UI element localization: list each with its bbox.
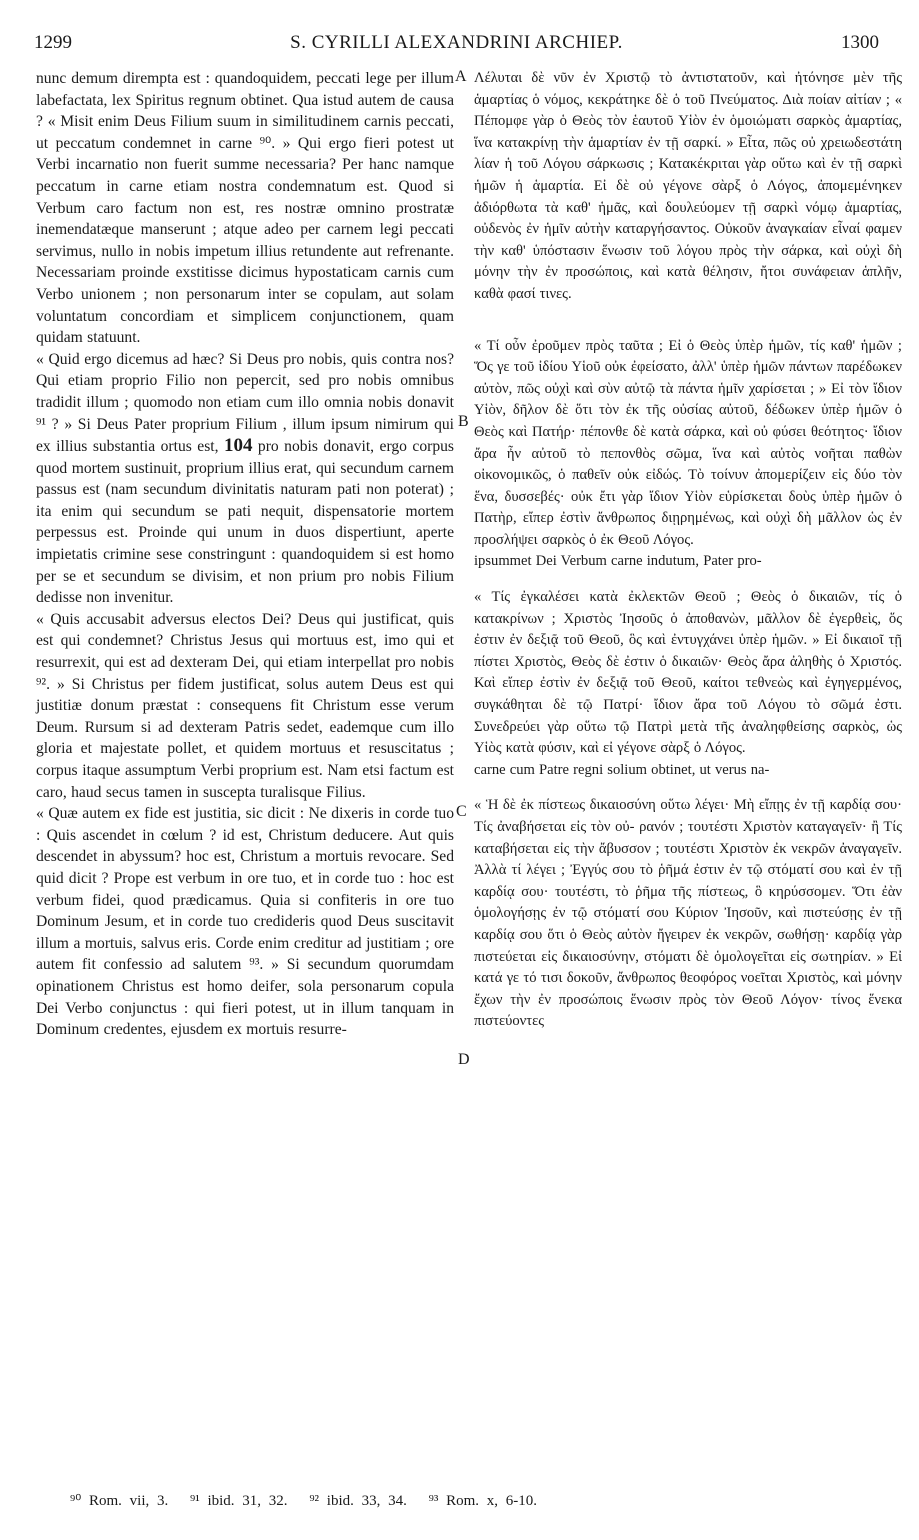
section-marker-a: A xyxy=(455,68,467,85)
latin-paragraph-1: nunc demum dirempta est : quandoquidem, peccati lege per illum labefactata, lex Spiritus regnum obtinet. Qua istud autem de causa ? « Misit enim Deus Filium suum in similitudinem carnis peccati, ut peccatum condemnet in carne ⁹⁰. » Qui ergo fieri potest ut Verbi incarnatio non fuerit summe necessaria? Per hanc namque peccatum in carne etiam nostra condemnatum est. Quod si Verbum caro factum non est, res nostræ omnino prostratæ inemendatæque manserunt ; atque adeo per carnem legi peccati servimus, nullo in nobis impetum illius retundente aut refrenante. Necessariam proinde exstitisse dicimus hypostaticam carnis cum Verbo unionem ; non personarum inter se copulam, aut solam voluntatum concordiam et simplicem conjunctionem, quam quidam statuunt. xyxy=(36,70,454,347)
latin-paragraph-2-start: « Quid ergo dicemus ad hæc? Si Deus pro nobis, quis contra nos? Qui etiam proprio Filio non pepercit, sed pro nobis omnibus tradidit illum ; quomodo non etiam cum illo omnia nobis donavit ⁹¹ ? » Si Deus Pater proprium Filium , illum ipsum nimirum qui ex illius substantia ortus est, xyxy=(36,350,454,456)
greek-paragraph-4-end: ρανόν ; τουτέστι Χριστὸν καταγαγεῖν· ἢ Τίς καταβήσεται εἰς τὴν ἄβυσσον ; τουτέστι Χριστὸν ἐκ νεκρῶν ἀναγαγεῖν. Ἀλλὰ τί λέγει ; Ἐγγύς σου τὸ ῥῆμά ἐστιν ἐν τῷ στόματί σου καὶ ἐν τῇ καρδίᾳ σου· τουτέστι, τὸ ῥῆμα τῆς πίστεως, ὃ κηρύσσομεν. Ὅτι ἐὰν ὁμολογήσῃς ἐν τῷ στόματί σου Κύριον Ἰησοῦν, καὶ πιστεύσῃς ἐν τῇ καρδίᾳ σου ὅτι ὁ Θεὸς αὐτὸν ἤγειρεν ἐκ νεκρῶν, σωθήσῃ· καρδίᾳ γὰρ πιστεύεται εἰς δικαιοσύνην, στόματι δὲ ὁμολογεῖται εἰς σωτηρίαν. » Εἰ κατά γε τό τισι δοκοῦν, ἄνθρωπος θεοφόρος νοεῖται Χριστὸς, καὶ μόνην ἔχων τὴν ἐν προσώποις ἕνωσιν πρὸς τὸν Θεοῦ Λόγον· τίνος ἕνεκα πιστεύοντες xyxy=(474,819,902,1030)
page-number-left: 1299 xyxy=(34,32,72,53)
footnote-91: ⁹¹ ibid. 31, 32. xyxy=(190,1493,288,1509)
margin-number: 104 xyxy=(223,435,253,457)
latin-continuation-1: ipsummet Dei Verbum carne indutum, Pater pro- xyxy=(474,553,762,570)
latin-column xyxy=(36,68,454,1041)
running-title: S. CYRILLI ALEXANDRINI ARCHIEP. xyxy=(290,32,623,53)
section-marker-d: D xyxy=(458,1051,470,1068)
greek-paragraph-4 xyxy=(474,795,902,1033)
greek-paragraph-4-start: « Ἡ δὲ ἐκ πίστεως δικαιοσύνη οὕτω λέγει· Μὴ εἴπῃς ἐν τῇ καρδίᾳ σου· Τίς ἀναβήσεται εἰς τὸν οὐ- xyxy=(474,797,902,835)
section-marker-c: C xyxy=(456,803,467,820)
page-header xyxy=(34,32,879,58)
footnote-92: ⁹² ibid. 33, 34. xyxy=(309,1493,407,1509)
latin-continuation-2: carne cum Patre regni solium obtinet, ut verus na- xyxy=(474,761,770,778)
latin-paragraph-2-end: pro nobis donavit, ergo corpus quod mortem sustinuit, proprium illius erat, qui secundum carnem passus est (nam secundum divinitatis naturam pati non poterat) ; ita enim qui secundum se pati nequit, dispensatorie mortem perpessus est. Proinde qui unum in duos dispertiunt, aperte impietatis crimine sese constringunt : quandoquidem si est homo per se et secundum se divisim, et non prium pro nobis Filium dedisse non invenitur. xyxy=(36,438,454,607)
greek-paragraph-2: « Τί οὖν ἐροῦμεν πρὸς ταῦτα ; Εἰ ὁ Θεὸς ὑπὲρ ἡμῶν, τίς καθ' ἡμῶν ; Ὅς γε τοῦ ἰδίου Υἱοῦ οὐκ ἐφείσατο, ἀλλ' ὑπὲρ ἡμῶν πάντων παρέδωκεν αὐτὸν, πῶς οὐχὶ καὶ σὺν αὐτῷ τὰ πάντα ἡμῖν χαρίσεται ; » Εἰ τὸν ἴδιον Υἱὸν, δῆλον δὲ ὅτι τὸν ἐκ τῆς οὐσίας αὐτοῦ, δέδωκεν ὑπὲρ ἡμῶν ὁ Θεὸς καὶ Πατήρ· πέπονθε δὲ κατὰ σάρκα, καὶ οὐ φύσει θεότητος· ἴδιον ἄρα ἦν αὐτοῦ τὸ πεπονθὸς σῶμα, ἵνα καὶ αὐτὸς νοῆται παθὼν οἰκονομικῶς, ὁ παθεῖν οὐκ εἰδώς. Τὸ τοίνυν ἀπομερίζειν εἰς δύο τὸν ἕνα, δυσσεβές· οὐκ ἔτι γὰρ ἴδιον Υἱὸν εὑρίσκεται δοὺς ὑπὲρ ἡμῶν ὁ Πατὴρ, εἴπερ ἐστὶν ἄνθρωπος διῃρημένως, καὶ οὐχὶ δὴ μᾶλλον ὡς ἐν προσλήψει σαρκὸς ὁ ἐκ Θεοῦ Λόγος. xyxy=(474,337,902,548)
page-number-right: 1300 xyxy=(841,32,879,53)
latin-paragraph-4: « Quæ autem ex fide est justitia, sic dicit : Ne dixeris in corde tuo : Quis ascendet in cœlum ? id est, Christum deducere. Aut quis descendet in abyssum? hoc est, Christum a mortuis revocare. Sed quid dicit ? Prope est verbum in ore tuo, et in corde tuo : hoc est verbum fidei, quod prædicamus. Quia si confiteris in ore tuo Dominum Jesum, et in corde tuo credideris quod Deus suscitavit illum a mortuis, salvus eris. Corde enim creditur ad justitiam ; ore autem fit confessio ad salutem ⁹³. » Si secundum quorumdam opinationem Christus est homo deifer, sola personarum copula Dei Verbo conjunctus : qui fieri potest, ut in illum tanquam in Dominum credentes, ejusdem ex mortuis resurre- xyxy=(36,805,454,1039)
section-marker-b: B xyxy=(458,413,469,430)
footnote-90: ⁹⁰ Rom. vii, 3. xyxy=(70,1493,169,1509)
footnote-93: ⁹³ Rom. x, 6-10. xyxy=(428,1493,538,1509)
greek-paragraph-3: « Τίς ἐγκαλέσει κατὰ ἐκλεκτῶν Θεοῦ ; Θεὸς ὁ δικαιῶν, τίς ὁ κατακρίνων ; Χριστὸς Ἰησοῦς ὁ ἀποθανὼν, μᾶλλον δὲ ἐγερθεὶς, ὅς ἐστιν ἐν δεξιᾷ τοῦ Θεοῦ, ὃς καὶ ἐντυγχάνει ὑπὲρ ἡμῶν. » Εἰ δικαιοῖ τῇ πίστει Χριστὸς, Θεὸς δὲ ἐστιν ὁ δικαιῶν· Θεὸς ἄρα ἀληθὴς ὁ Χριστός. Καὶ εἴπερ ἐστὶν ἐν δεξιᾷ τοῦ Θεοῦ, καίτοι τεθνεὼς καὶ ἐγηγερμένος, συγκάθηται δὲ τῷ Πατρί· ἴδιον ἄρα τοῦ Λόγου τὸ σῶμά ἐστι. Συνεδρεύει γὰρ οὕτω τῷ Πατρὶ μετὰ τῆς ἀναληφθείσης σαρκὸς, ὡς Υἱὸς κατὰ φύσιν, καὶ εἰ γέγονε σὰρξ ὁ Λόγος. xyxy=(474,589,902,757)
greek-paragraph-1: Λέλυται δὲ νῦν ἐν Χριστῷ τὸ ἀντιστατοῦν, καὶ ἠτόνησε μὲν τῆς ἁμαρτίας ὁ νόμος, κεκράτηκε δὲ ὁ τοῦ Πνεύματος. Διὰ ποίαν αἰτίαν ; « Πέπομφε γὰρ ὁ Θεὸς τὸν ἑαυτοῦ Υἱὸν ἐν ὁμοιώματι σαρκὸς ἁμαρτίας, ἵνα κατακρίνῃ τὴν ἁμαρτίαν ἐν τῇ σαρκί. » Εἶτα, πῶς οὐ χρειωδεστάτη λίαν ἡ τοῦ Λόγου σάρκωσις ; Κατακέκριται γὰρ οὕτω καὶ ἐν τῇ σαρκὶ ἡμῶν ἡ ἁμαρτία. Εἰ δὲ οὐ γέγονε σὰρξ ὁ Λόγος, ἀπομεμένηκεν ἀδιόρθωτα τὰ καθ' ἡμᾶς, καὶ δουλεύομεν τῇ σαρκὶ νόμῳ ἁμαρτίας, οὐδενὸς ἐν ἡμῖν αὐτὴν καταργήσαντος. Οὐκοῦν ἀναγκαίαν εἶναί φαμεν τὴν καθ' ὑπόστασιν ἕνωσιν τοῦ λόγου πρὸς τὴν σάρκα, καὶ οὐχὶ δὴ μόνην τὴν ἐν προσώποις, καὶ κατὰ θέλησιν, ἤτοι συνάφειαν ἁπλῆν, καθὰ φασί τινες. xyxy=(474,70,902,302)
latin-paragraph-2 xyxy=(36,349,454,609)
greek-column xyxy=(474,68,902,1033)
latin-paragraph-3: « Quis accusabit adversus electos Dei? Deus qui justificat, quis est qui condemnet? Christus Jesus qui mortuus est, imo qui et resurrexit, qui est ad dexteram Dei, qui etiam interpellat pro nobis ⁹². » Si Christus per fidem justificat, solus autem Deus est qui justitiæ donum præstat : consequens fit Christum esse verum Deum. Rursum si ad dexteram Patris sedet, eademque cum illo gloria et majestate pollet, et quidem mortuus et resuscitatus ; corpus itaque assumptum Verbi proprium est. Nam etsi factum est caro, haud secus tamen in suscepta turalisque Filius. xyxy=(36,610,454,801)
footnotes xyxy=(70,1491,859,1510)
